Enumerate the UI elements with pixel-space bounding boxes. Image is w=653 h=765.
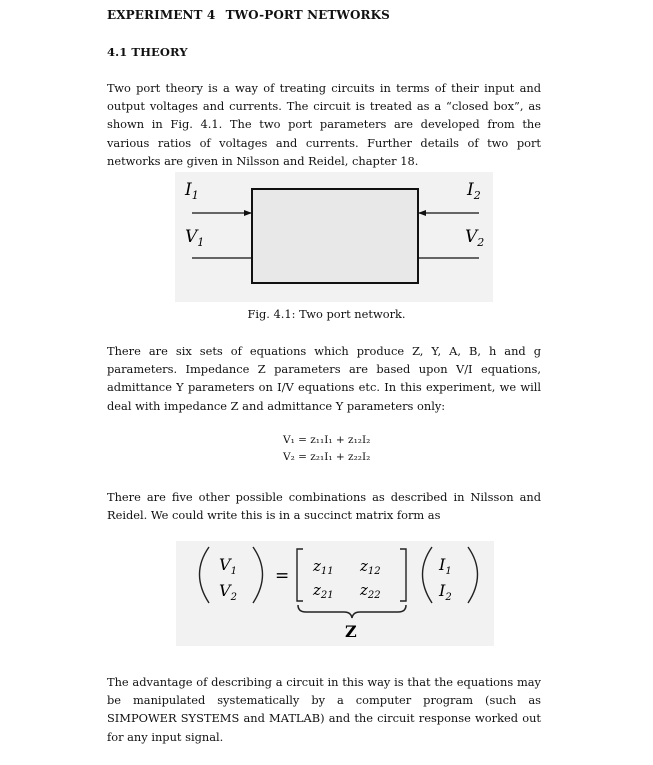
two-port-figure [175, 172, 493, 302]
experiment-heading [107, 8, 390, 22]
label-v2: $V_2$ [465, 227, 485, 249]
vector-v2: $V_2$ [219, 581, 237, 603]
matrix-z12: $z_{12}$ [360, 557, 381, 577]
equation-v1: V₁ = z₁₁I₁ + z₁₂I₂ [283, 434, 371, 446]
vector-i1: $I_1$ [439, 555, 452, 577]
matrix-z11: $z_{11}$ [313, 557, 334, 577]
two-port-box [252, 189, 418, 283]
paragraph-intro: Two port theory is a way of treating circuits in terms of their input and output voltages and currents. The circuit is treated as a “closed box”, as shown in Fig. 4.1. The two port parameters are developed from the various ratios of voltages and currents. Further details of two port networks are given in Nilsson and Reidel, chapter 18. [107, 81, 541, 168]
equation-v2: V₂ = z₂₁I₁ + z₂₂I₂ [283, 451, 371, 463]
label-i1: $I_1$ [185, 180, 199, 202]
matrix-z21: $z_{21}$ [313, 581, 334, 601]
section-title: 4.1 THEORY [107, 45, 188, 59]
paragraph-advantage: The advantage of describing a circuit in this way is that the equations may be manipulated systematically by a computer program (such as SIMPOWER SYSTEMS and MATLAB) and the circuit response worked out for any input signal. [107, 675, 541, 744]
vector-v1: $V_1$ [219, 555, 237, 577]
matrix-equation-figure [176, 541, 494, 646]
matrix-z22: $z_{22}$ [360, 581, 381, 601]
figure-caption: Fig. 4.1: Two port network. [247, 307, 406, 321]
paragraph-parameters: There are six sets of equations which produce Z, Y, A, B, h and g parameters. Impedance Z parameters are based upon V/I equations, admittance Y parameters on I/V equations etc. In this experiment, we will deal with impedance Z and admittance Y parameters only: [107, 344, 541, 413]
matrix-z-label: Z [345, 622, 357, 641]
paragraph-matrix-intro: There are five other possible combinations as described in Nilsson and Reidel. We could write this is in a succinct matrix form as [107, 490, 541, 523]
label-i2: $I_2$ [467, 180, 481, 202]
experiment-title: TWO-PORT NETWORKS [225, 8, 390, 22]
equals-sign: = [275, 566, 290, 586]
vector-i2: $I_2$ [439, 581, 452, 603]
label-v1: $V_1$ [185, 227, 205, 249]
experiment-label: EXPERIMENT 4 [107, 8, 216, 22]
